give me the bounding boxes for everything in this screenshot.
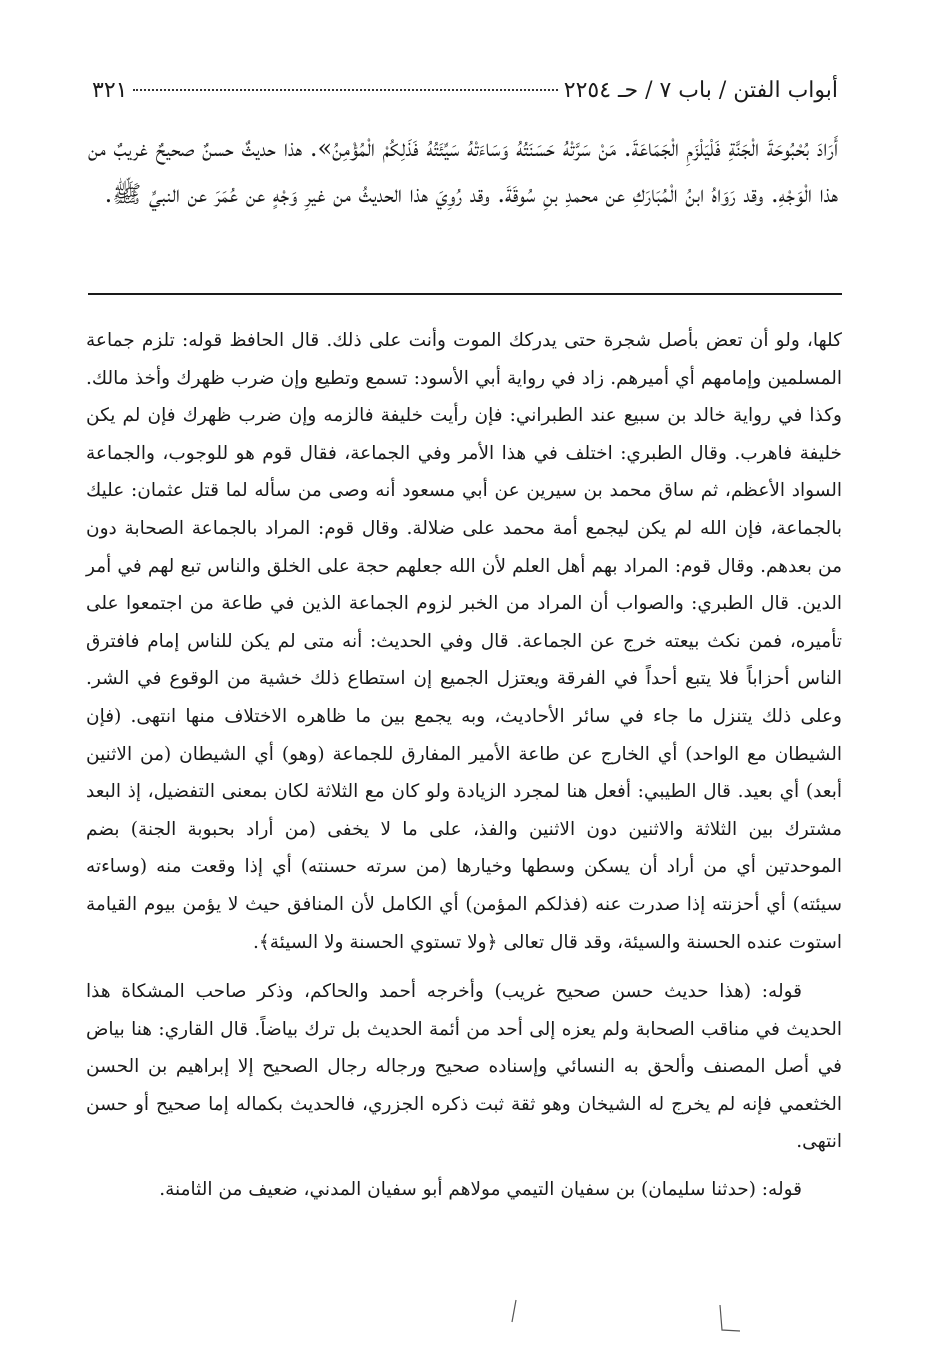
scan-artifact-stroke xyxy=(512,1300,516,1322)
hadith-text xyxy=(88,125,838,217)
separator-rule xyxy=(88,293,842,295)
header-dotted-leader xyxy=(133,89,557,91)
hadith-paragraph: أَرَادَ بُحْبُوحَةَ الْجَنَّةِ فَلْيَلْزَمِ الْجَمَاعَةَ. مَنْ سَرَّتْهُ حَسَنَتُهُ وَسَاءَتْهُ سَيِّئَتُهُ فَذَلِكُمْ الْمُؤْمِنُ». هذا حديثٌ حسنٌ صحيحٌ غريبٌ من هذا الْوَجْهِ. وقد رَوَاهُ ابنُ الْمُبَارَكِ عن محمدِ بنِ سُوقَةَ. وقد رُوِيَ هذا الحديثُ من غيرِ وَجْهٍ عن عُمَرَ عن النبيِّ ﷺ. xyxy=(88,134,838,208)
commentary-section xyxy=(86,322,842,1209)
commentary-paragraph-3: قوله: (حدثنا سليمان) بن سفيان التيمي مولاهم أبو سفيان المدني، ضعيف من الثامنة. xyxy=(159,1179,802,1201)
running-header xyxy=(92,78,838,110)
commentary-paragraph-2: قوله: (هذا حديث حسن صحيح غريب) وأخرجه أحمد والحاكم، وذكر صاحب المشكاة هذا الحديث في مناقب الصحابة ولم يعزه إلى أحد من أئمة الحديث بل ترك بياضاً. قال القاري: هنا بياض في أصل المصنف وألحق به النسائي وإسناده صحيح ورجاله رجال الصحيح إلا إبراهيم بن الحسن الخثعمي فإنه لم يخرج له الشيخان وهو ثقة ثبت ذكره الجزري، فالحديث بكماله إما صحيح أو حسن انتهى. xyxy=(86,981,842,1153)
page-number: ٣٢١ xyxy=(92,78,128,103)
header-title: أبواب الفتن / باب ٧ / حـ ٢٢٥٤ xyxy=(563,78,838,103)
commentary-paragraph-1: كلها، ولو أن تعض بأصل شجرة حتى يدركك الموت وأنت على ذلك. قال الحافظ قوله: تلزم جماعة المسلمين وإمامهم أي أميرهم. زاد في رواية أبي الأسود: تسمع وتطيع وإن ضرب ظهرك وأخذ مالك. وكذا في رواية خالد بن سبيع عند الطبراني: فإن رأيت خليفة فالزمه وإن ضرب ظهرك فإن لم يكن خليفة فاهرب. وقال الطبري: اختلف في هذا الأمر وفي الجماعة، فقال قوم هو للوجوب، والجماعة السواد الأعظم، ثم ساق محمد بن سيرين عن أبي مسعود أنه وصى من سأله لما قتل عثمان: عليك بالجماعة، فإن الله لم يكن ليجمع أمة محمد على ضلالة. وقال قوم: المراد بالجماعة الصحابة دون من بعدهم. وقال قوم: المراد بهم أهل العلم لأن الله جعلهم حجة على الخلق والناس تبع لهم في أمر الدين. قال الطبري: والصواب أن المراد من الخبر لزوم الجماعة الذين في طاعة من اجتمعوا على تأميره، فمن نكث بيعته خرج عن الجماعة. قال وفي الحديث: أنه متى لم يكن للناس إمام فافترق الناس أحزاباً فلا يتبع أحداً في الفرقة ويعتزل الجميع إن استطاع ذلك خشية من الوقوع في الشر. وعلى ذلك يتنزل ما جاء في سائر الأحاديث، وبه يجمع بين ما ظاهره الاختلاف منها انتهى. (فإن الشيطان مع الواحد) أي الخارج عن طاعة الأمير المفارق للجماعة (وهو) أي الشيطان (من الاثنين أبعد) أي بعيد. قال الطيبي: أفعل هنا لمجرد الزيادة ولو كان مع الثلاثة لكان بمعنى التفضيل، إذ البعد مشترك بين الثلاثة والاثنين دون الاثنين والفذ، على ما لا يخفى (من أراد بحبوبة الجنة) بضم الموحدتين أي من أراد أن يسكن وسطها وخيارها (من سرته حسنته) أي إذا وقعت منه (وساءته سيئته) أي أحزنته إذا صدرت عنه (فذلكم المؤمن) أي الكامل لأن المنافق حيث لا يؤمن بيوم القيامة استوت عنده الحسنة والسيئة، وقد قال تعالى ﴿ولا تستوي الحسنة ولا السيئة﴾. xyxy=(86,330,842,953)
scan-corner-mark xyxy=(720,1305,740,1331)
